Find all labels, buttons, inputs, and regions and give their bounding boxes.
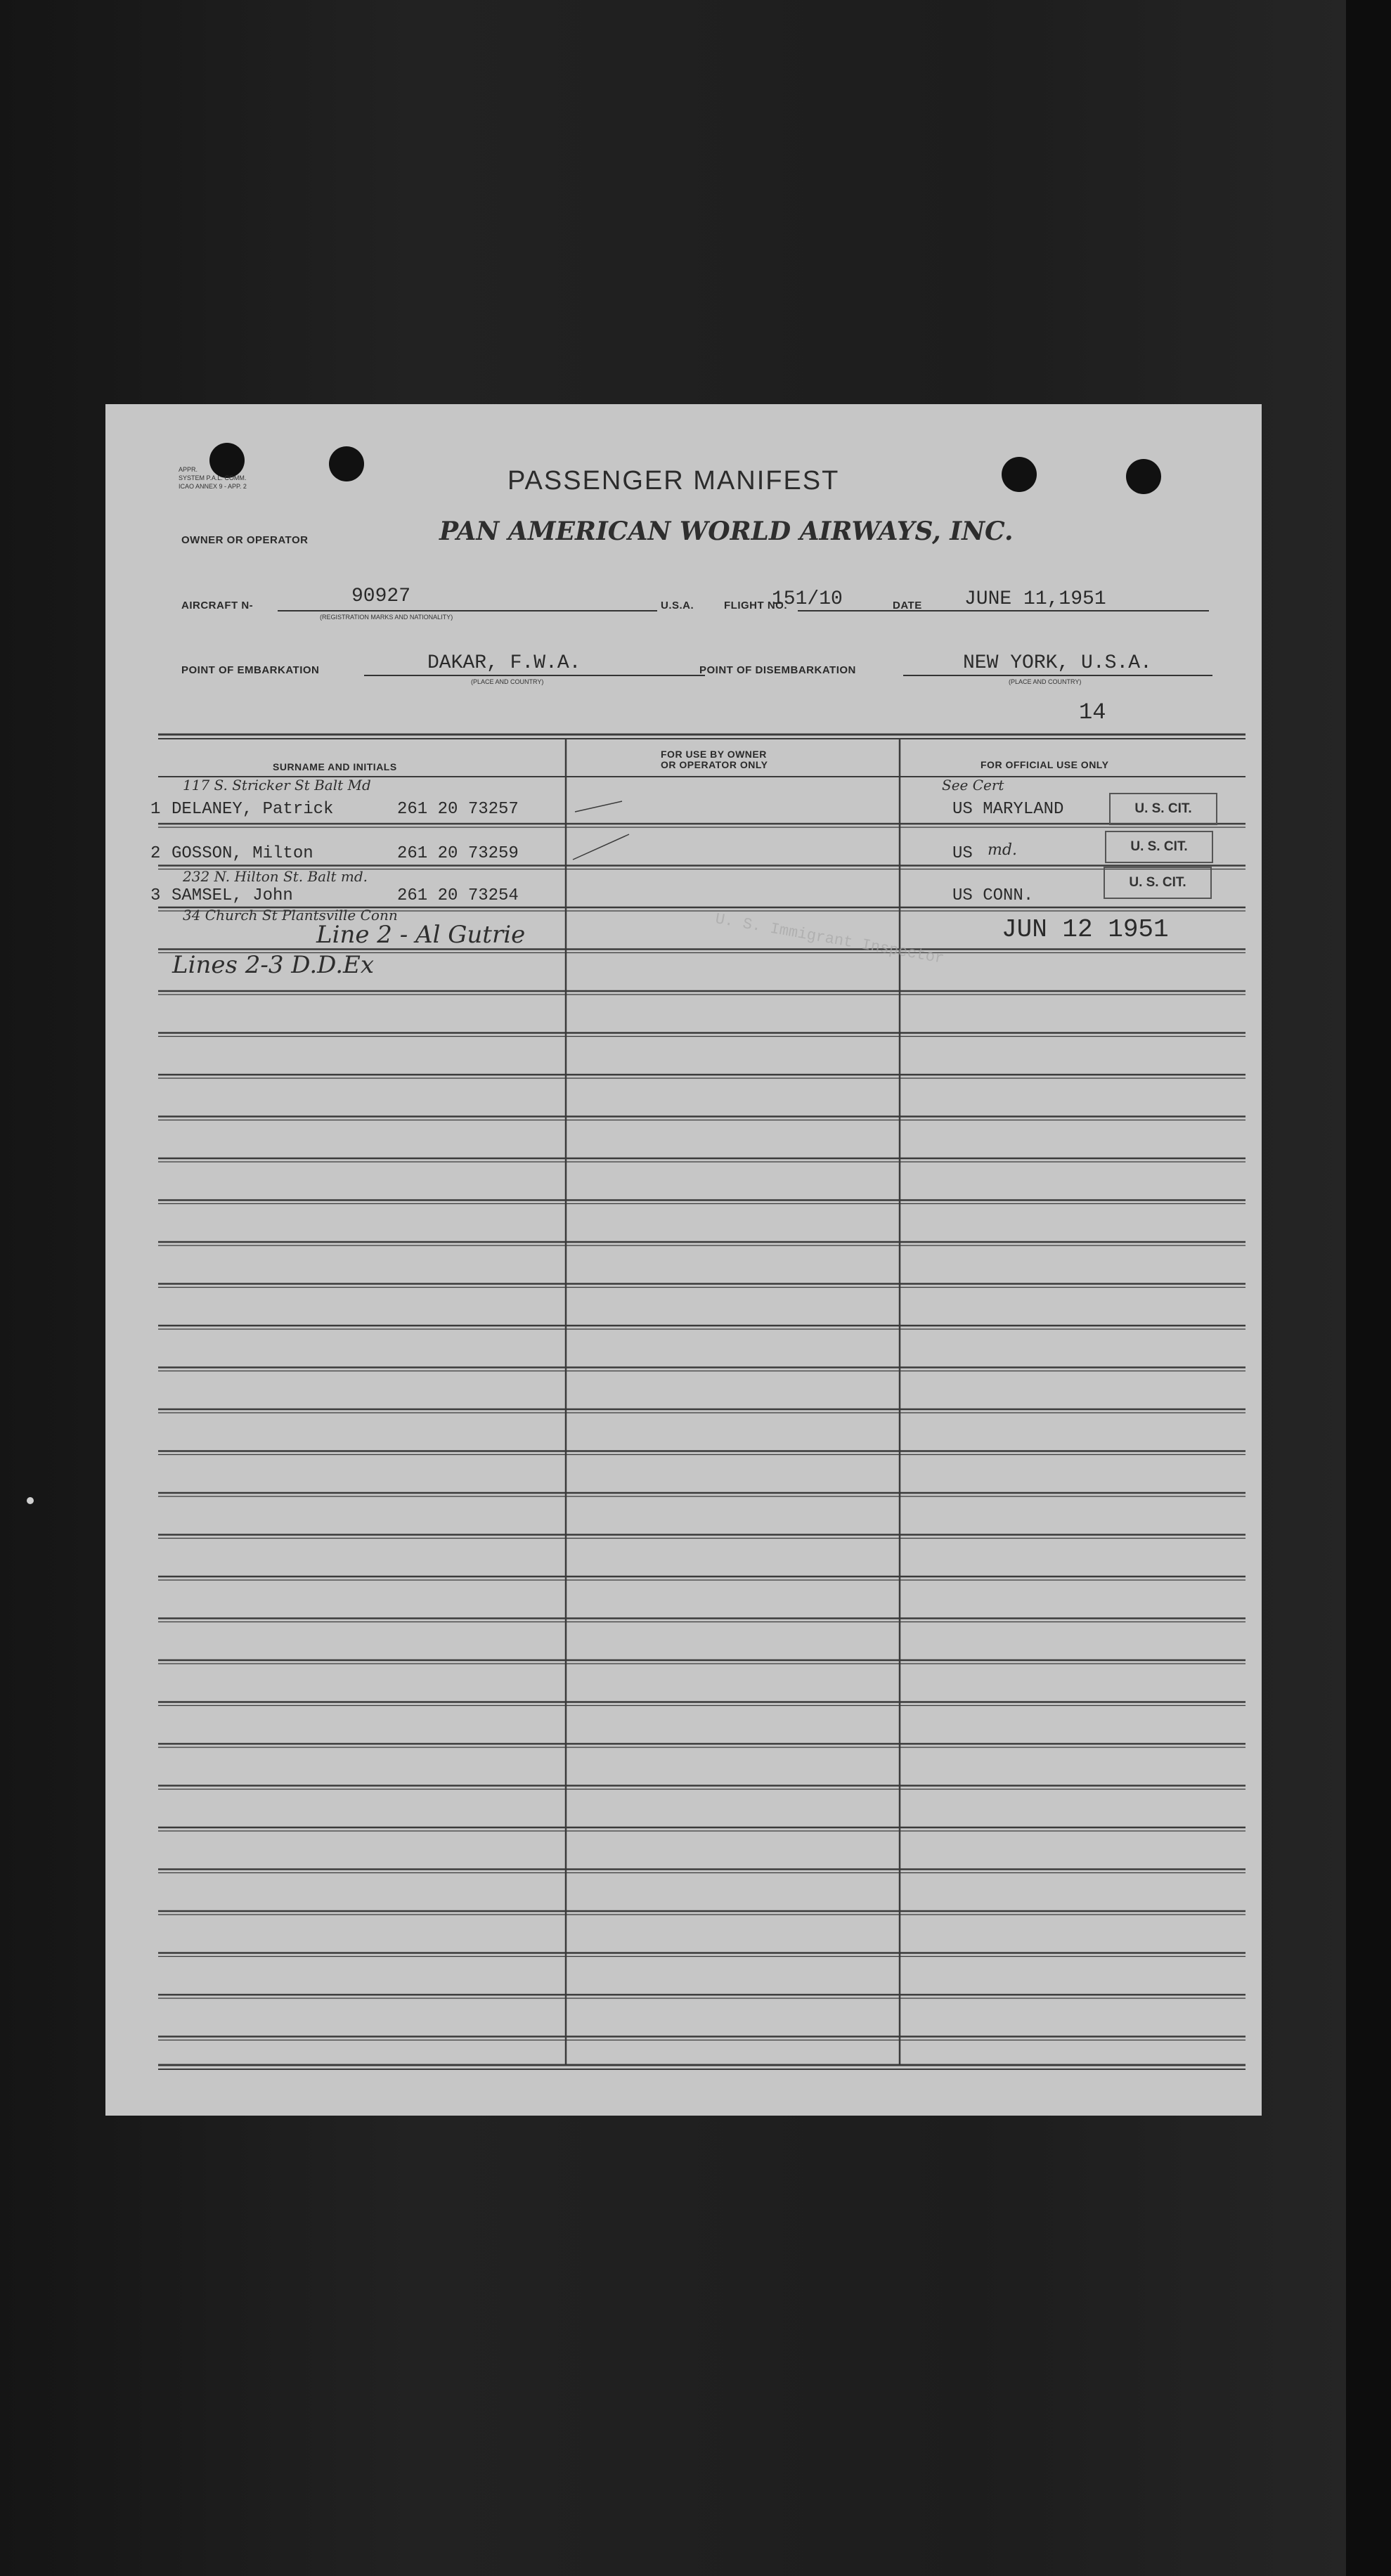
embarkation-label: POINT OF EMBARKATION: [181, 664, 320, 676]
aircraft-number: 90927: [351, 585, 411, 607]
passenger-3-id: 261 20 73254: [397, 886, 519, 905]
inspection-date-stamp: JUN 12 1951: [1002, 915, 1169, 944]
passenger-3-official: US CONN.: [952, 886, 1034, 905]
passenger-2-official: US: [952, 844, 973, 863]
passenger-1-id: 261 20 73257: [397, 800, 519, 819]
approval-line-1: APPR.: [179, 466, 198, 473]
aircraft-caption: (REGISTRATION MARKS AND NATIONALITY): [320, 614, 453, 621]
operator-name: PAN AMERICAN WORLD AIRWAYS, INC.: [439, 517, 1014, 546]
passenger-3-citizen-stamp: U. S. CIT.: [1104, 867, 1212, 899]
date-label: DATE: [893, 600, 922, 611]
country-label: U.S.A.: [661, 600, 694, 611]
passenger-2-citizen-stamp: U. S. CIT.: [1105, 831, 1213, 863]
col-official-header: FOR OFFICIAL USE ONLY: [981, 759, 1109, 770]
pen-stroke: [575, 801, 622, 812]
col-operator-header-1: FOR USE BY OWNER: [661, 749, 767, 760]
passenger-2-name: GOSSON, Milton: [172, 844, 313, 863]
col-surname-header: SURNAME AND INITIALS: [273, 761, 397, 772]
passenger-2-official-note: md.: [988, 841, 1017, 859]
embarkation-caption: (PLACE AND COUNTRY): [471, 678, 544, 685]
passenger-2-address: 232 N. Hilton St. Balt md.: [183, 868, 368, 885]
pen-stroke: [573, 834, 629, 860]
passenger-2-id: 261 20 73259: [397, 844, 519, 863]
date-value: JUNE 11,1951: [964, 588, 1106, 610]
aircraft-label: AIRCRAFT N-: [181, 600, 254, 611]
passenger-1-name: DELANEY, Patrick: [172, 800, 334, 819]
form-title: PASSENGER MANIFEST: [507, 466, 840, 496]
embarkation-value: DAKAR, F.W.A.: [427, 652, 581, 674]
passenger-3-number: 3: [150, 886, 161, 905]
approval-line-2: SYSTEM P.A.L. COMM.: [179, 474, 247, 481]
flight-label: FLIGHT NO.: [724, 600, 787, 611]
disembarkation-caption: (PLACE AND COUNTRY): [1009, 678, 1082, 685]
approval-line-3: ICAO ANNEX 9 - APP. 2: [179, 483, 247, 490]
passenger-1-official-note: See Cert: [942, 777, 1004, 794]
passenger-1-address: 117 S. Stricker St Balt Md: [183, 777, 371, 794]
film-edge-strip: [1346, 0, 1391, 2576]
passenger-1-official: US MARYLAND: [952, 800, 1064, 819]
disembarkation-label: POINT OF DISEMBARKATION: [699, 664, 856, 676]
passenger-3-name: SAMSEL, John: [172, 886, 293, 905]
passenger-2-number: 2: [150, 844, 161, 863]
handwritten-annotation-1: Line 2 - Al Gutrie: [316, 921, 526, 949]
passenger-1-number: 1: [150, 800, 161, 819]
passenger-1-citizen-stamp: U. S. CIT.: [1109, 793, 1217, 825]
col-operator-header-2: OR OPERATOR ONLY: [661, 759, 768, 770]
disembarkation-value: NEW YORK, U.S.A.: [963, 652, 1152, 674]
immigrant-inspector-stamp: U. S. Immigrant Inspector: [713, 910, 946, 968]
passenger-3-address: 34 Church St Plantsville Conn: [183, 907, 398, 924]
sheet-number: 14: [1079, 699, 1106, 725]
owner-label: OWNER OR OPERATOR: [181, 534, 309, 546]
manifest-sheet: [105, 404, 1262, 2116]
handwritten-annotation-2: Lines 2-3 D.D.Ex: [172, 951, 374, 979]
manifest-ruled-grid: [105, 404, 1262, 2116]
film-speck: [27, 1497, 34, 1504]
flight-number: 151/10: [772, 588, 843, 610]
